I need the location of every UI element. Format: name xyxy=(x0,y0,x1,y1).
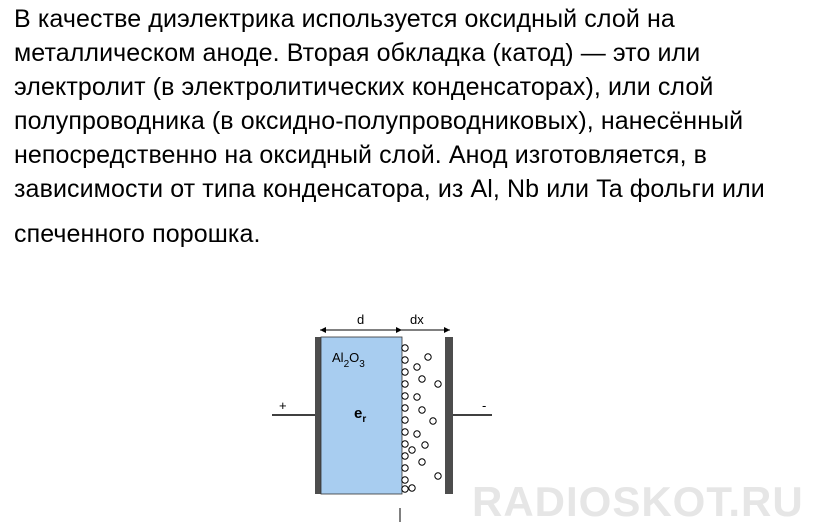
plus-sign: + xyxy=(279,398,287,413)
arrow-left-d xyxy=(320,327,326,333)
electrolyte-particles xyxy=(402,345,441,492)
cathode-plate xyxy=(445,337,453,494)
paragraph-line: В качестве диэлектрика используется оксидный слой на xyxy=(14,5,675,33)
arrow-right-d xyxy=(396,327,402,333)
paragraph xyxy=(14,2,830,251)
paragraph-line: зависимости от типа конденсатора, из Al, Nb или Ta фольги или xyxy=(14,175,765,203)
label-d: d xyxy=(357,312,365,327)
permittivity-label: $e_r$ xyxy=(354,405,367,425)
label-dx: dx xyxy=(410,312,424,327)
paragraph-line: спеченного порошка. xyxy=(14,220,261,248)
watermark: RADIOSKOT.RU xyxy=(472,478,804,525)
paragraph-line: полупроводника (в оксидно-полупроводниковых), нанесённый xyxy=(14,107,744,135)
arrow-right-dx xyxy=(444,327,450,333)
anode-plate xyxy=(315,337,321,494)
oxide-label: $Al_2O_3$ xyxy=(332,350,365,370)
paragraph-line: металлическом аноде. Вторая обкладка (катод) — это или xyxy=(14,39,701,67)
capacitor-diagram xyxy=(262,300,502,530)
paragraph-line: электролит (в электролитических конденсаторах), или слой xyxy=(14,73,714,101)
minus-sign: - xyxy=(482,398,487,413)
paragraph-line: непосредственно на оксидный слой. Анод изготовляется, в xyxy=(14,141,708,169)
